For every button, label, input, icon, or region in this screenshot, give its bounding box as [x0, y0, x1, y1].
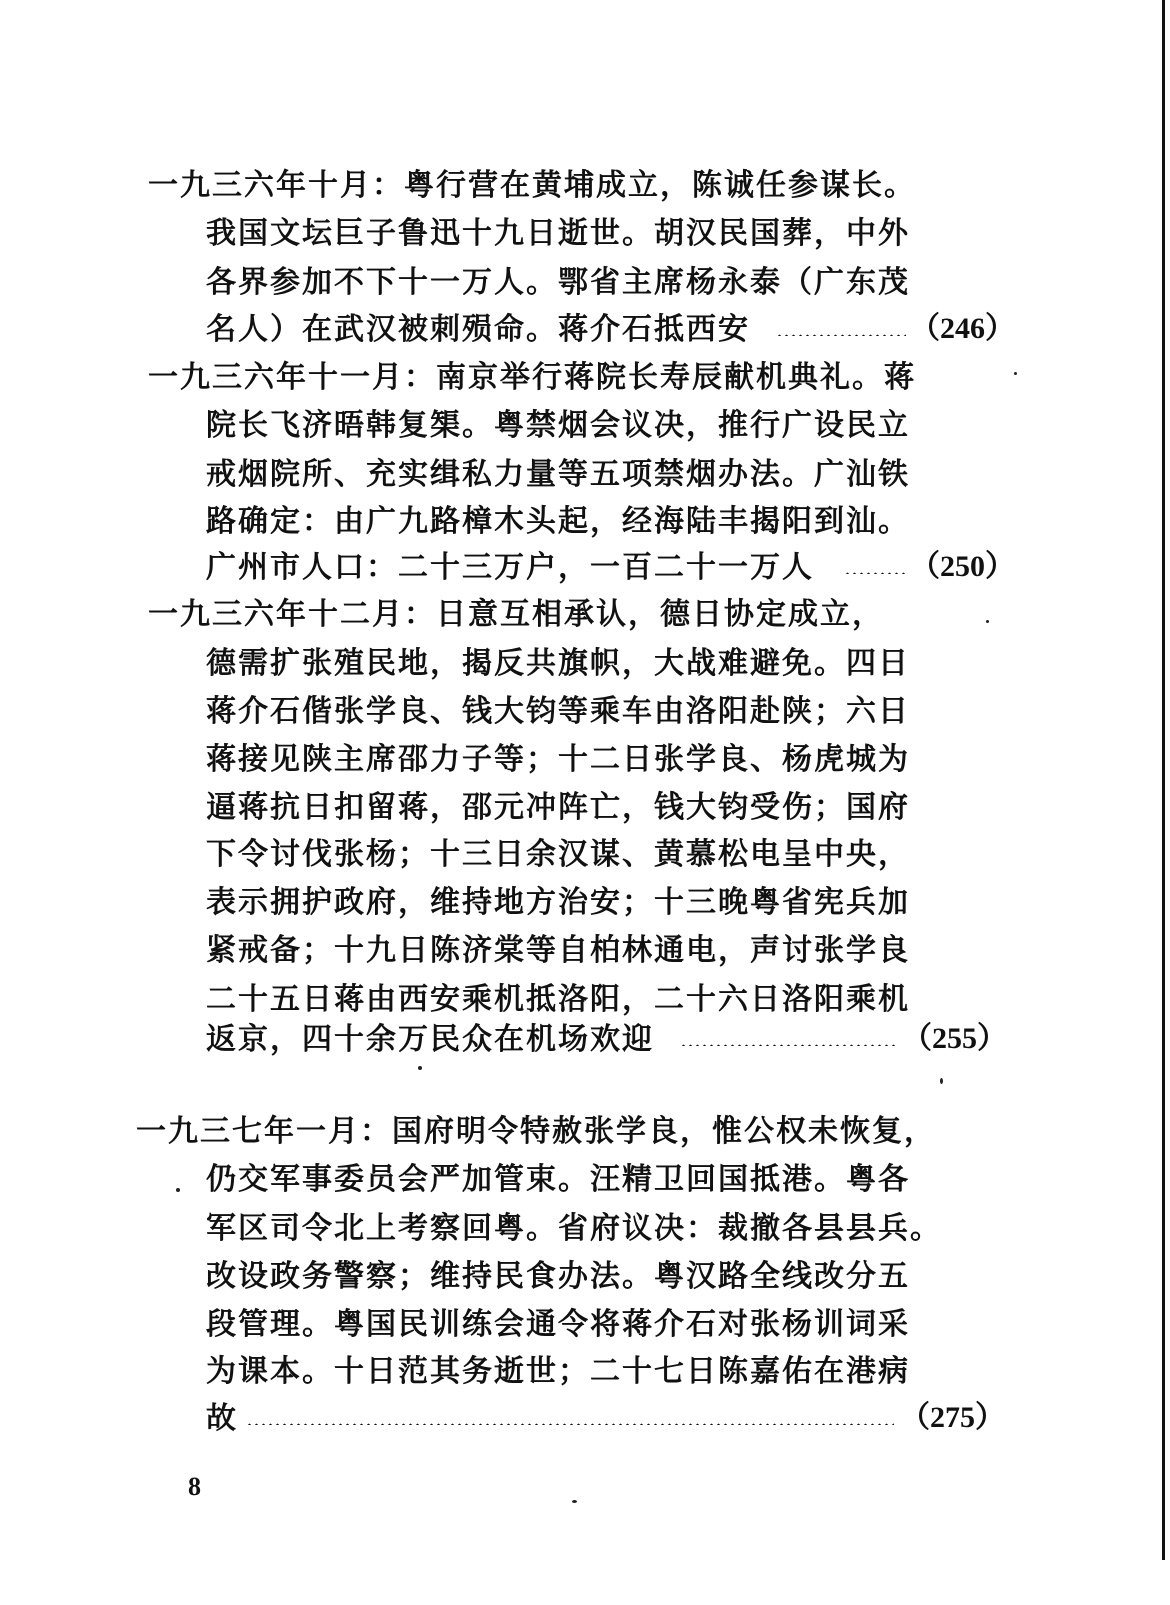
entry-line: 一九三六年十月：粤行营在黄埔成立，陈诚任参谋长。	[148, 168, 916, 203]
page-reference: （275）	[900, 1401, 1005, 1434]
entry-line: 紧戒备；十九日陈济棠等自柏林通电，声讨张学良	[206, 933, 910, 968]
entry-line: 蒋接见陕主席邵力子等；十二日张学良、杨虎城为	[206, 742, 910, 777]
scan-speck	[176, 1188, 180, 1192]
entry-line: 各界参加不下十一万人。鄂省主席杨永泰（广东茂	[206, 265, 910, 300]
page-reference: （250）	[910, 550, 1015, 583]
scan-speck	[986, 620, 989, 623]
entry-line: 仍交军事委员会严加管束。汪精卫回国抵港。粤各	[206, 1162, 910, 1197]
entry-line: 名人）在武汉被刺殒命。蒋介石抵西安	[206, 312, 750, 347]
scan-speck	[940, 1078, 943, 1084]
entry-line: 蒋介石偕张学良、钱大钧等乘车由洛阳赴陕；六日	[206, 694, 910, 729]
leader-dots	[680, 1044, 898, 1046]
scan-edge-line	[1162, 0, 1165, 1560]
entry-line: 一九三七年一月：国府明令特赦张学良，惟公权未恢复，	[136, 1114, 936, 1149]
leader-dots	[246, 1423, 894, 1425]
entry-line: 院长飞济晤韩复榘。粤禁烟会议决，推行广设民立	[206, 408, 910, 443]
entry-line: 军区司令北上考察回粤。省府议决：裁撤各县县兵。	[206, 1211, 942, 1246]
leader-dots	[776, 334, 906, 336]
entry-line: 一九三六年十一月：南京举行蒋院长寿辰献机典礼。蒋	[148, 360, 916, 395]
entry-line: 改设政务警察；维持民食办法。粤汉路全线改分五	[206, 1259, 910, 1294]
entry-line: 返京，四十余万民众在机场欢迎	[206, 1022, 654, 1057]
entry-line: 一九三六年十二月：日意互相承认，德日协定成立，	[148, 597, 884, 632]
entry-line: 路确定：由广九路樟木头起，经海陆丰揭阳到汕。	[206, 504, 910, 539]
entry-line: 逼蒋抗日扣留蒋，邵元冲阵亡，钱大钧受伤；国府	[206, 790, 910, 825]
entry-line: 戒烟院所、充实缉私力量等五项禁烟办法。广汕铁	[206, 457, 910, 492]
entry-line: 段管理。粤国民训练会通令将蒋介石对张杨训词采	[206, 1307, 910, 1342]
entry-line: 为课本。十日范其务逝世；二十七日陈嘉佑在港病	[206, 1354, 910, 1389]
entry-line: 故	[206, 1401, 238, 1436]
entry-line: 表示拥护政府，维持地方治安；十三晚粤省宪兵加	[206, 885, 910, 920]
entry-line: 德需扩张殖民地，揭反共旗帜，大战难避免。四日	[206, 646, 910, 681]
page-reference: （246）	[910, 312, 1015, 345]
entry-line: 我国文坛巨子鲁迅十九日逝世。胡汉民国葬，中外	[206, 216, 910, 251]
leader-dots	[844, 572, 908, 574]
entry-line: 广州市人口：二十三万户，一百二十一万人	[206, 550, 814, 585]
scan-speck	[572, 1500, 577, 1503]
page-reference: （255）	[902, 1022, 1007, 1055]
scan-speck	[1014, 372, 1017, 375]
page-number: 8	[188, 1472, 201, 1501]
entry-line: 二十五日蒋由西安乘机抵洛阳，二十六日洛阳乘机	[206, 982, 910, 1017]
entry-line: 下令讨伐张杨；十三日余汉谋、黄慕松电呈中央，	[206, 837, 910, 872]
scan-speck	[418, 1066, 422, 1070]
